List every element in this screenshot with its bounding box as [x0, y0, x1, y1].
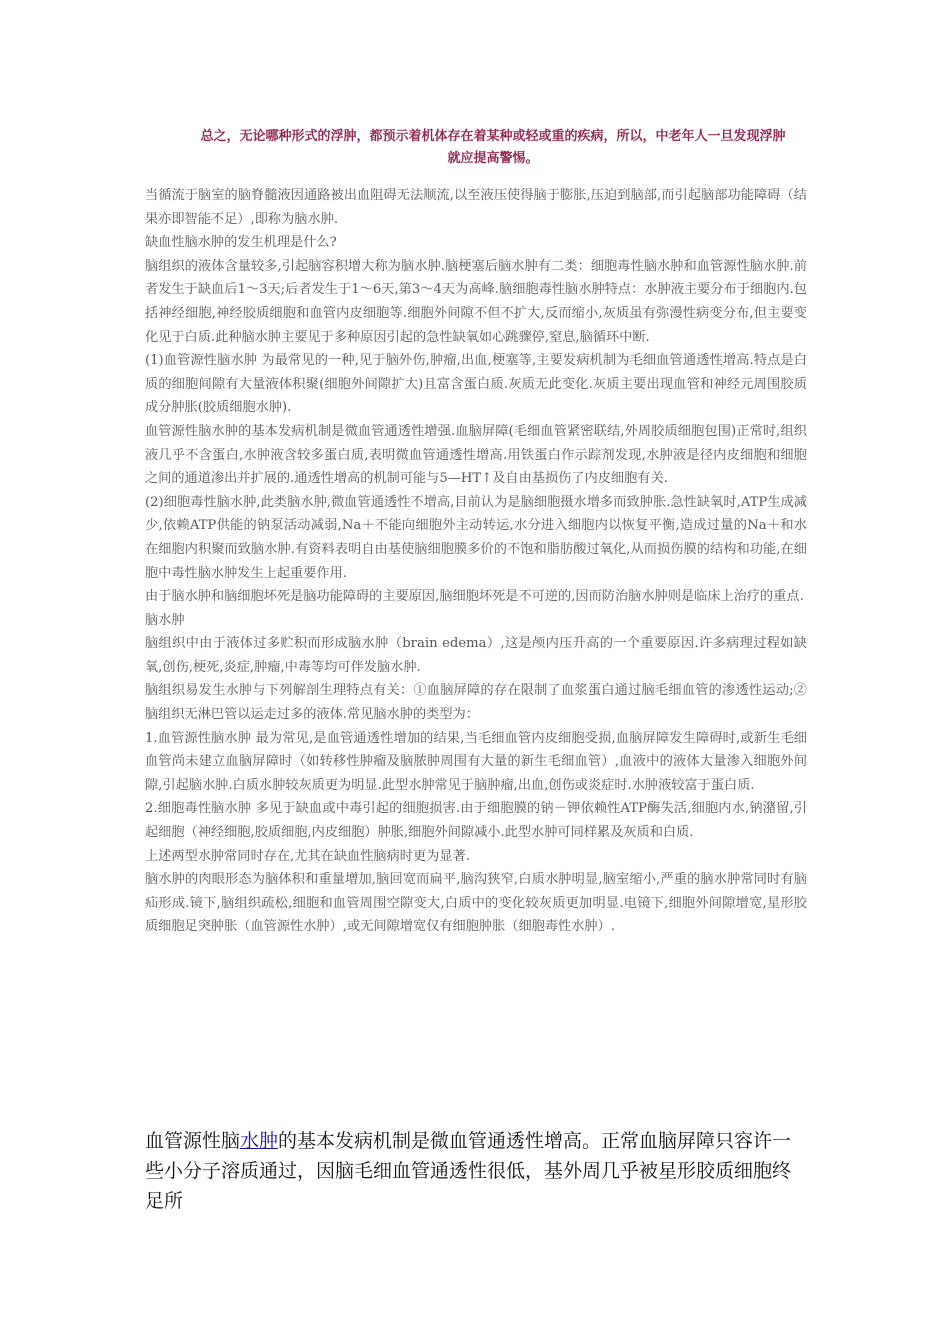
highlight-notice — [176, 126, 810, 170]
edema-link[interactable]: 水肿 — [240, 1130, 279, 1152]
paragraph: (2)细胞毒性脑水肿,此类脑水肿,微血管通透性不增高,目前认为是脑细胞摄水增多而致肿胀.急性缺氧时,ATP生成减少,依赖ATP供能的钠泵活动减弱,Na＋不能向细胞外主动转运,水分进入细胞内以恢复平衡,造成过量的Na＋和水在细胞内积聚而致脑水肿.有资料表明自由基使脑细胞膜多价的不饱和脂肪酸过氧化,从而损伤膜的结构和功能,在细胞中毒性脑水肿发生上起重要作用. — [145, 494, 807, 581]
paragraph: 1.血管源性脑水肿 最为常见,是血管通透性增加的结果,当毛细血管内皮细胞受损,血脑屏障发生障碍时,或新生毛细血管尚未建立血脑屏障时（如转移性肿瘤及脑脓肿周围有大量的新生毛细血管）,血液中的液体大量渗入细胞外间隙,引起脑水肿.白质水肿较灰质更为明显.此型水肿常见于脑肿瘤,出血,创伤或炎症时.水肿液较富于蛋白质. — [145, 730, 807, 793]
highlight-line-1: 总之，无论哪种形式的浮肿，都预示着机体存在着某种或轻或重的疾病，所以，中老年人一旦发现浮肿 — [200, 129, 786, 144]
paragraph: 脑组织的液体含量较多,引起脑容积增大称为脑水肿.脑梗塞后脑水肿有二类：细胞毒性脑水肿和血管源性脑水肿.前者发生于缺血后1～3天;后者发生于1～6天,第3～4天为高峰.脑细胞毒性脑水肿特点：水肿液主要分布于细胞内.包括神经细胞,神经胶质细胞和血管内皮细胞等.细胞外间隙不但不扩大,反而缩小,灰质虽有弥漫性病变分布,但主要变化见于白质.此种脑水肿主要见于多种原因引起的急性缺氧如心跳骤停,窒息,脑循环中断. — [145, 258, 807, 345]
large-text-prefix: 血管源性脑 — [145, 1130, 241, 1152]
paragraph: 上述两型水肿常同时存在,尤其在缺血性脑病时更为显著. — [145, 848, 470, 864]
highlight-line-2: 就应提高警惕。 — [447, 151, 539, 166]
article-body — [145, 184, 807, 939]
paragraph: (1)血管源性脑水肿 为最常见的一种,见于脑外伤,肿瘤,出血,梗塞等,主要发病机制为毛细血管通透性增高.特点是白质的细胞间隙有大量液体积聚(细胞外间隙扩大)且富含蛋白质.灰质无此变化.灰质主要出现血管和神经元周围胶质成分肿胀(胶质细胞水肿). — [145, 353, 807, 416]
section-heading: 脑水肿 — [145, 612, 185, 628]
paragraph: 脑组织中由于液体过多贮积而形成脑水肿（brain edema）,这是颅内压升高的一个重要原因.许多病理过程如缺氧,创伤,梗死,炎症,肿瘤,中毒等均可伴发脑水肿. — [145, 636, 807, 675]
paragraph: 脑水肿的肉眼形态为脑体积和重量增加,脑回宽而扁平,脑沟狭窄,白质水肿明显,脑室缩小,严重的脑水肿常同时有脑疝形成.镜下,脑组织疏松,细胞和血管周围空隙变大,白质中的变化较灰质更加明显.电镜下,细胞外间隙增宽,星形胶质细胞足突肿胀（血管源性水肿）,或无间隙增宽仅有细胞肿胀（细胞毒性水肿）. — [145, 872, 807, 935]
paragraph: 血管源性脑水肿的基本发病机制是微血管通透性增强.血脑屏障(毛细血管紧密联结,外周胶质细胞包围)正常时,组织液几乎不含蛋白,水肿液含较多蛋白质,表明微血管通透性增高.用铁蛋白作示踪剂发现,水肿液是径内皮细胞和细胞之间的通道渗出并扩展的.通透性增高的机制可能与5—HT↑及自由基损伤了内皮细胞有关. — [145, 423, 807, 487]
paragraph: 由于脑水肿和脑细胞坏死是脑功能障碍的主要原因,脑细胞坏死是不可逆的,因而防治脑水肿则是临床上治疗的重点. — [145, 589, 804, 605]
paragraph: 缺血性脑水肿的发生机理是什么? — [145, 235, 337, 251]
paragraph: 2.细胞毒性脑水肿 多见于缺血或中毒引起的细胞损害.由于细胞膜的钠－钾依赖性ATP酶失活,细胞内水,钠潴留,引起细胞（神经细胞,胶质细胞,内皮细胞）肿胀,细胞外间隙减小.此型水肿可同样累及灰质和白质. — [145, 801, 807, 841]
large-text-suffix: 的基本发病机制是微血管通透性增高。正常血脑屏障只容许一些小分子溶质通过，因脑毛细血管通透性很低，基外周几乎被星形胶质细胞终足所 — [145, 1130, 792, 1212]
large-paragraph — [145, 1126, 809, 1216]
paragraph: 脑组织易发生水肿与下列解剖生理特点有关：①血脑屏障的存在限制了血浆蛋白通过脑毛细血管的渗透性运动;② 脑组织无淋巴管以运走过多的液体.常见脑水肿的类型为： — [145, 683, 807, 723]
paragraph: 当循流于脑室的脑脊髓液因通路被出血阻碍无法顺流,以至液压使得脑于膨胀,压迫到脑部,而引起脑部功能障碍（结果亦即智能不足）,即称为脑水肿. — [145, 188, 807, 227]
